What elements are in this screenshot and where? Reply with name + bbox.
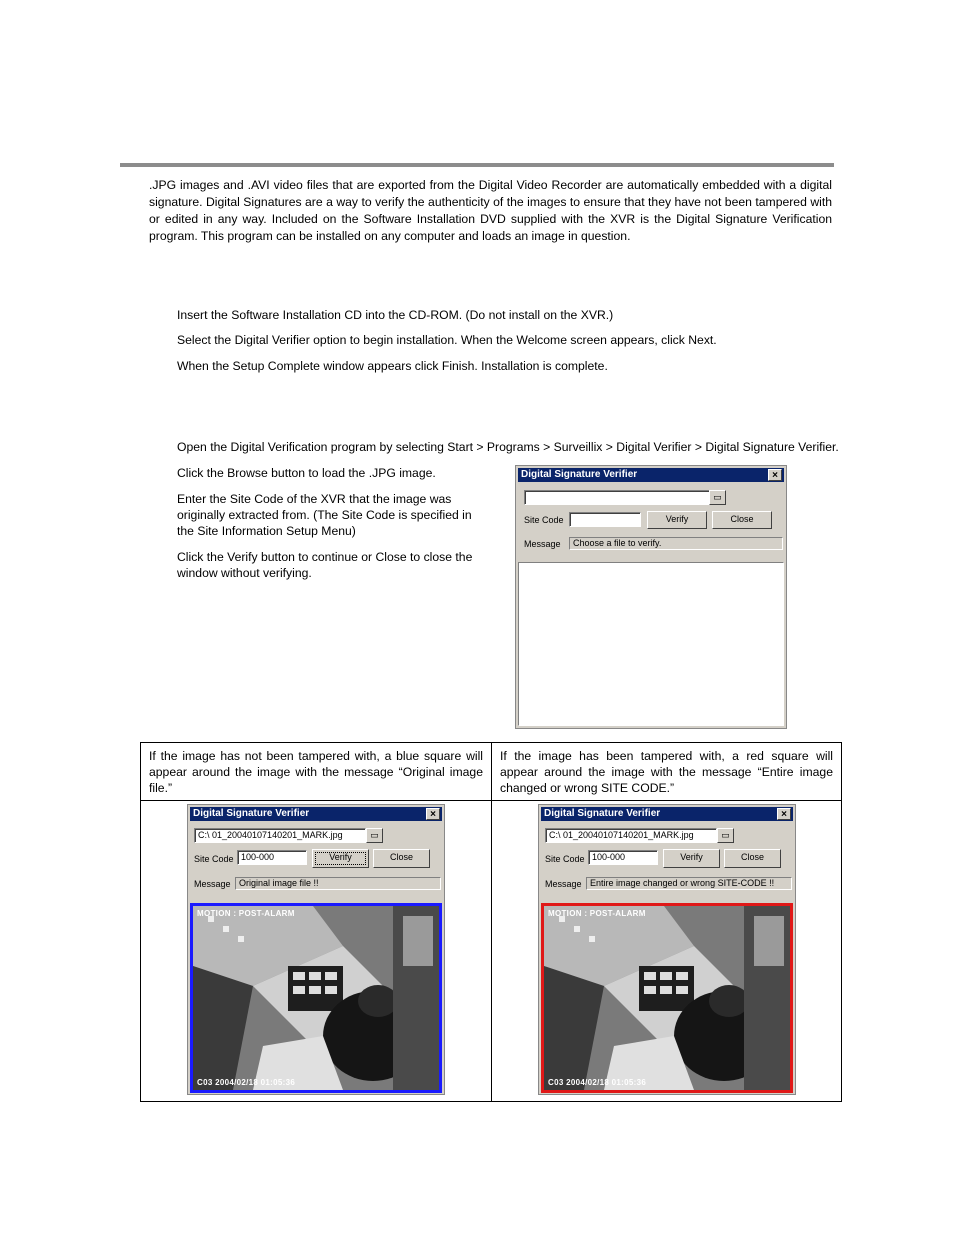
- dialog-titlebar: [518, 468, 784, 482]
- image-preview-pane: [518, 562, 784, 726]
- message-field: Entire image changed or wrong SITE-CODE !!: [586, 877, 792, 890]
- close-icon[interactable]: ×: [768, 469, 782, 481]
- original-description: If the image has not been tampered with, a blue square will appear around the image with the message “Original image file.”: [141, 743, 492, 801]
- install-step-2: Select the Digital Verifier option to begin installation. When the Welcome screen appears, click Next.: [177, 333, 717, 347]
- browse-folder-icon[interactable]: ▭: [709, 490, 726, 505]
- verify-button[interactable]: Verify: [312, 849, 369, 868]
- intro-paragraph: .JPG images and .AVI video files that are exported from the Digital Video Recorder are automatically embedded with a digital signature. Digital Signatures are a way to verify the authenticity of the images to ensure that they have not been tampered with or edited in any way. Included on the Software Installation DVD supplied with the XVR is the Digital Signature Verification program. This program can be installed on any computer and loads an image in question.: [149, 178, 832, 243]
- use-step-4: Click the Verify button to continue or Close to close the window without verifying.: [177, 550, 473, 580]
- use-steps-list: [177, 465, 487, 591]
- close-button[interactable]: Close: [712, 511, 772, 529]
- verify-button[interactable]: Verify: [663, 849, 720, 868]
- browse-folder-icon[interactable]: ▭: [366, 828, 383, 843]
- site-code-input[interactable]: [569, 512, 641, 527]
- section-divider: [120, 163, 834, 167]
- dialog-title: Digital Signature Verifier: [544, 808, 661, 819]
- message-label: Message: [545, 879, 582, 889]
- original-example-dialog: [187, 804, 445, 1095]
- camera-scene: [193, 906, 439, 1090]
- use-step-3: Enter the Site Code of the XVR that the image was originally extracted from. (The Site Code is specified in the Site Information Setup Menu): [177, 492, 472, 538]
- dialog-titlebar: [541, 807, 793, 821]
- site-code-label: Site Code: [194, 854, 234, 864]
- verified-camera-image: [190, 903, 442, 1093]
- dialog-title: Digital Signature Verifier: [521, 469, 638, 480]
- tampered-camera-image: [541, 903, 793, 1093]
- file-path-input[interactable]: [524, 490, 710, 505]
- close-button[interactable]: Close: [373, 849, 430, 868]
- browse-folder-icon[interactable]: ▭: [717, 828, 734, 843]
- file-path-input[interactable]: C:\ 01_20040107140201_MARK.jpg: [194, 828, 366, 843]
- close-icon[interactable]: ×: [777, 808, 791, 820]
- close-icon[interactable]: ×: [426, 808, 440, 820]
- camera-scene: [544, 906, 790, 1090]
- dialog-titlebar: [190, 807, 442, 821]
- site-code-input[interactable]: 100-000: [237, 850, 307, 865]
- site-code-input[interactable]: 100-000: [588, 850, 658, 865]
- site-code-label: Site Code: [524, 515, 564, 525]
- tampered-description: If the image has been tampered with, a red square will appear around the image with the message “Entire image changed or wrong SITE CODE.”: [492, 743, 842, 801]
- file-path-input[interactable]: C:\ 01_20040107140201_MARK.jpg: [545, 828, 717, 843]
- verifier-dialog: [515, 465, 787, 729]
- message-label: Message: [194, 879, 231, 889]
- overlay-bottom-text: C03 2004/02/18 01:05:36: [548, 1078, 647, 1087]
- verify-button[interactable]: Verify: [647, 511, 707, 529]
- install-step-3: When the Setup Complete window appears click Finish. Installation is complete.: [177, 359, 608, 373]
- overlay-bottom-text: C03 2004/02/18 01:05:36: [197, 1078, 296, 1087]
- use-step-2: Click the Browse button to load the .JPG image.: [177, 466, 436, 480]
- message-field: Choose a file to verify.: [569, 537, 783, 550]
- overlay-top-text: MOTION : POST-ALARM: [548, 909, 646, 918]
- dialog-title: Digital Signature Verifier: [193, 808, 310, 819]
- tampered-example-dialog: [538, 804, 796, 1095]
- message-field: Original image file !!: [235, 877, 441, 890]
- close-button[interactable]: Close: [724, 849, 781, 868]
- overlay-top-text: MOTION : POST-ALARM: [197, 909, 295, 918]
- use-step-1: Open the Digital Verification program by selecting Start > Programs > Surveillix > Digital Verifier > Digital Signature Verifier.: [177, 440, 839, 454]
- message-label: Message: [524, 539, 561, 549]
- install-step-1: Insert the Software Installation CD into the CD-ROM. (Do not install on the XVR.): [177, 308, 614, 322]
- site-code-label: Site Code: [545, 854, 585, 864]
